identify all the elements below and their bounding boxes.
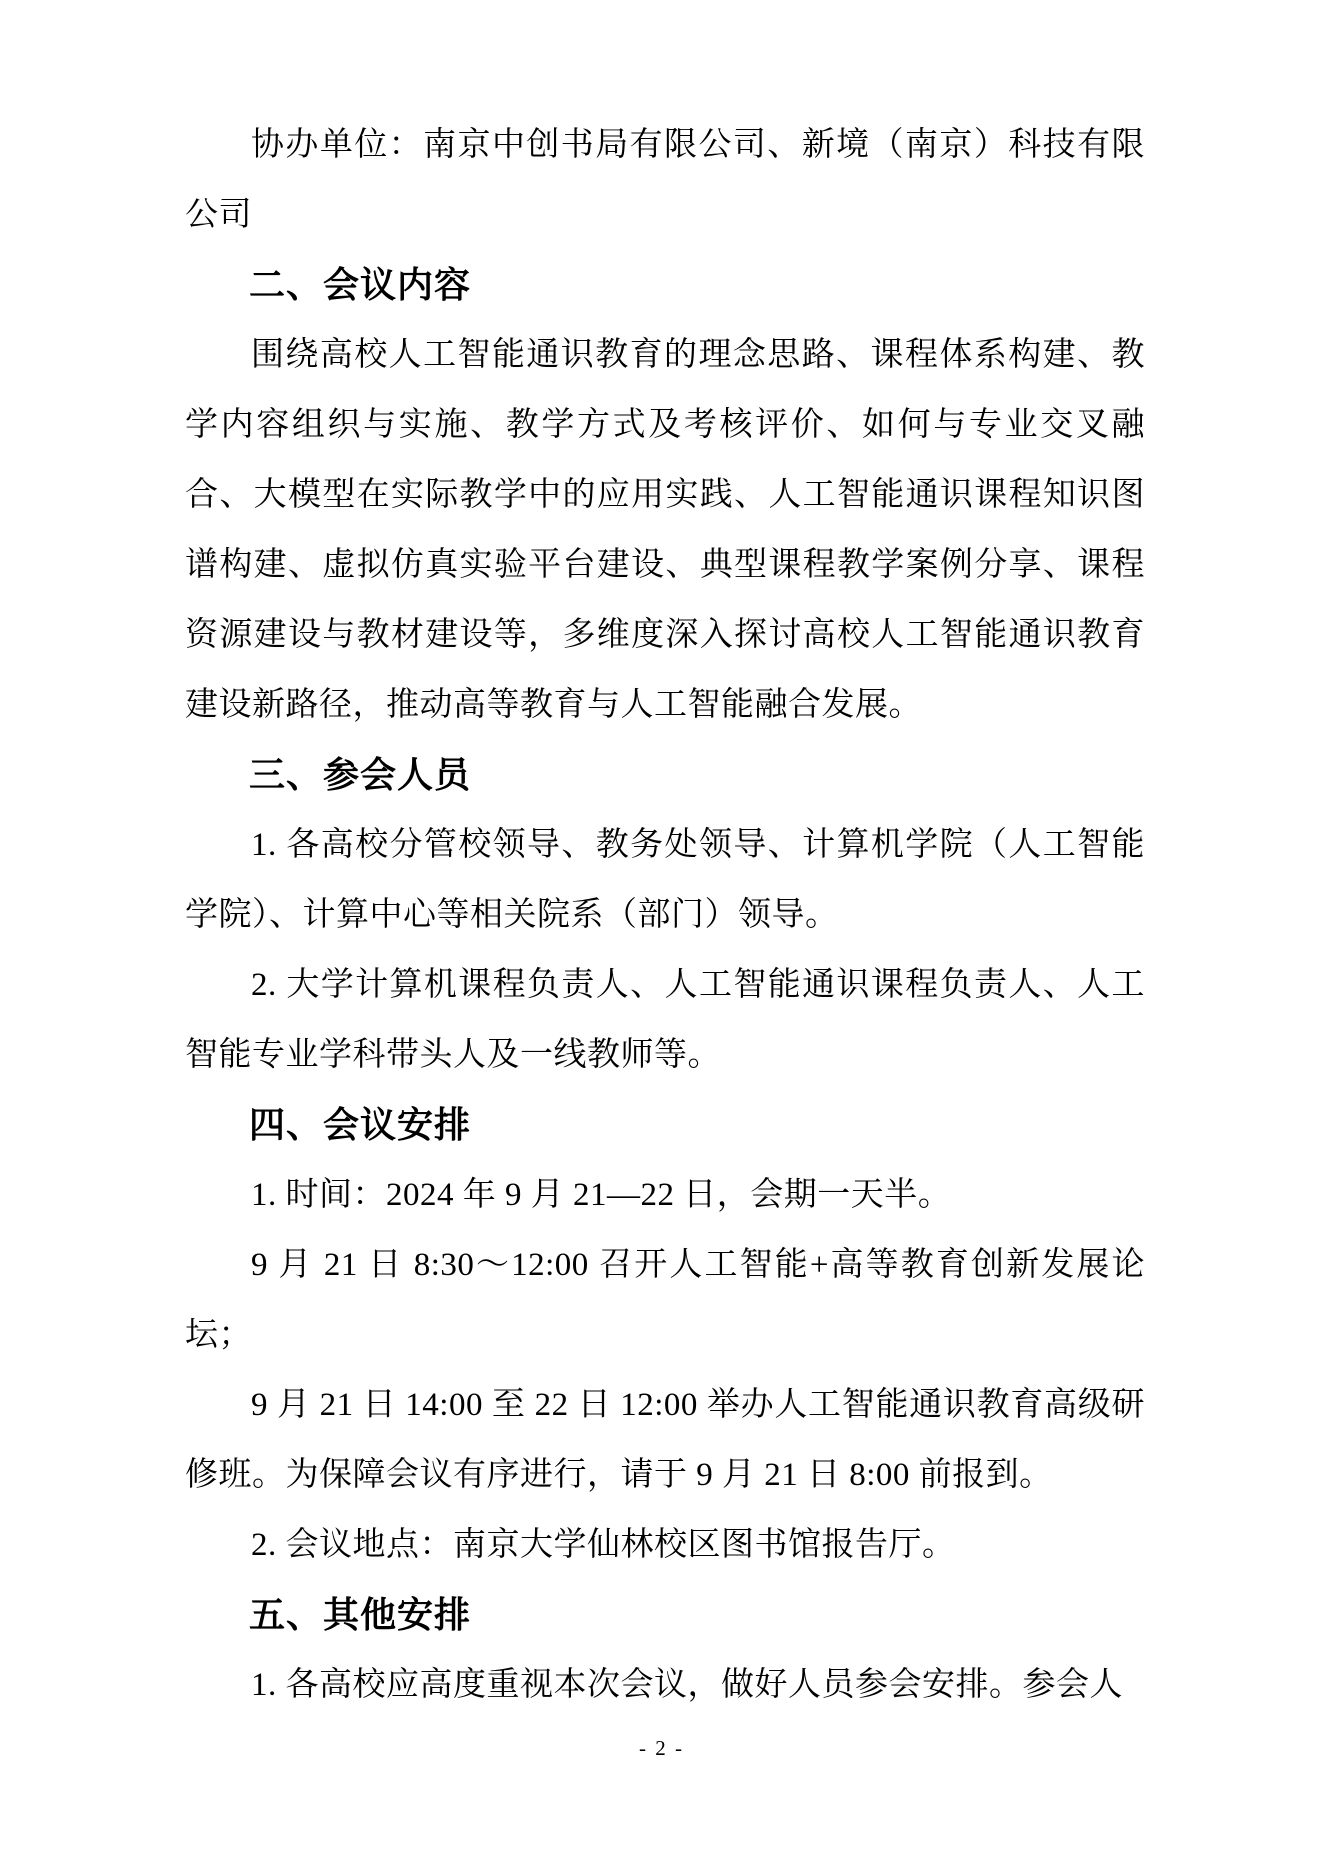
paragraph-participants-item-1: 1. 各高校分管校领导、教务处领导、计算机学院（人工智能学院）、计算中心等相关院系（部门）领导。 [185,827,1145,933]
paragraph-other-item-1: 1. 各高校应高度重视本次会议，做好人员参会安排。参会人 [251,1667,1123,1703]
section-heading-4-schedule: 四、会议安排 [249,1104,472,1145]
page-number: - 2 - [639,1736,684,1760]
section-heading-2-content: 二、会议内容 [249,264,472,305]
section-heading-3-participants: 三、参会人员 [249,754,472,795]
document-body [185,110,1145,1720]
paragraph-meeting-content: 围绕高校人工智能通识教育的理念思路、课程体系构建、教学内容组织与实施、教学方式及考核评价、如何与专业交叉融合、大模型在实际教学中的应用实践、人工智能通识课程知识图谱构建、虚拟仿真实验平台建设、典型课程教学案例分享、课程资源建设与教材建设等，多维度深入探讨高校人工智能通识教育建设新路径，推动高等教育与人工智能融合发展。 [185,337,1145,723]
section-heading-5-other: 五、其他安排 [249,1594,472,1635]
paragraph-co-organizers: 协办单位：南京中创书局有限公司、新境（南京）科技有限公司 [185,127,1145,233]
paragraph-schedule-workshop: 9 月 21 日 14:00 至 22 日 12:00 举办人工智能通识教育高级研修班。为保障会议有序进行，请于 9 月 21 日 8:00 前报到。 [185,1387,1145,1493]
paragraph-schedule-location: 2. 会议地点：南京大学仙林校区图书馆报告厅。 [251,1527,956,1563]
paragraph-schedule-forum: 9 月 21 日 8:30～12:00 召开人工智能+高等教育创新发展论坛； [185,1247,1145,1353]
paragraph-schedule-time: 1. 时间：2024 年 9 月 21—22 日，会期一天半。 [251,1177,952,1213]
paragraph-participants-item-2: 2. 大学计算机课程负责人、人工智能通识课程负责人、人工智能专业学科带头人及一线教师等。 [185,967,1145,1073]
